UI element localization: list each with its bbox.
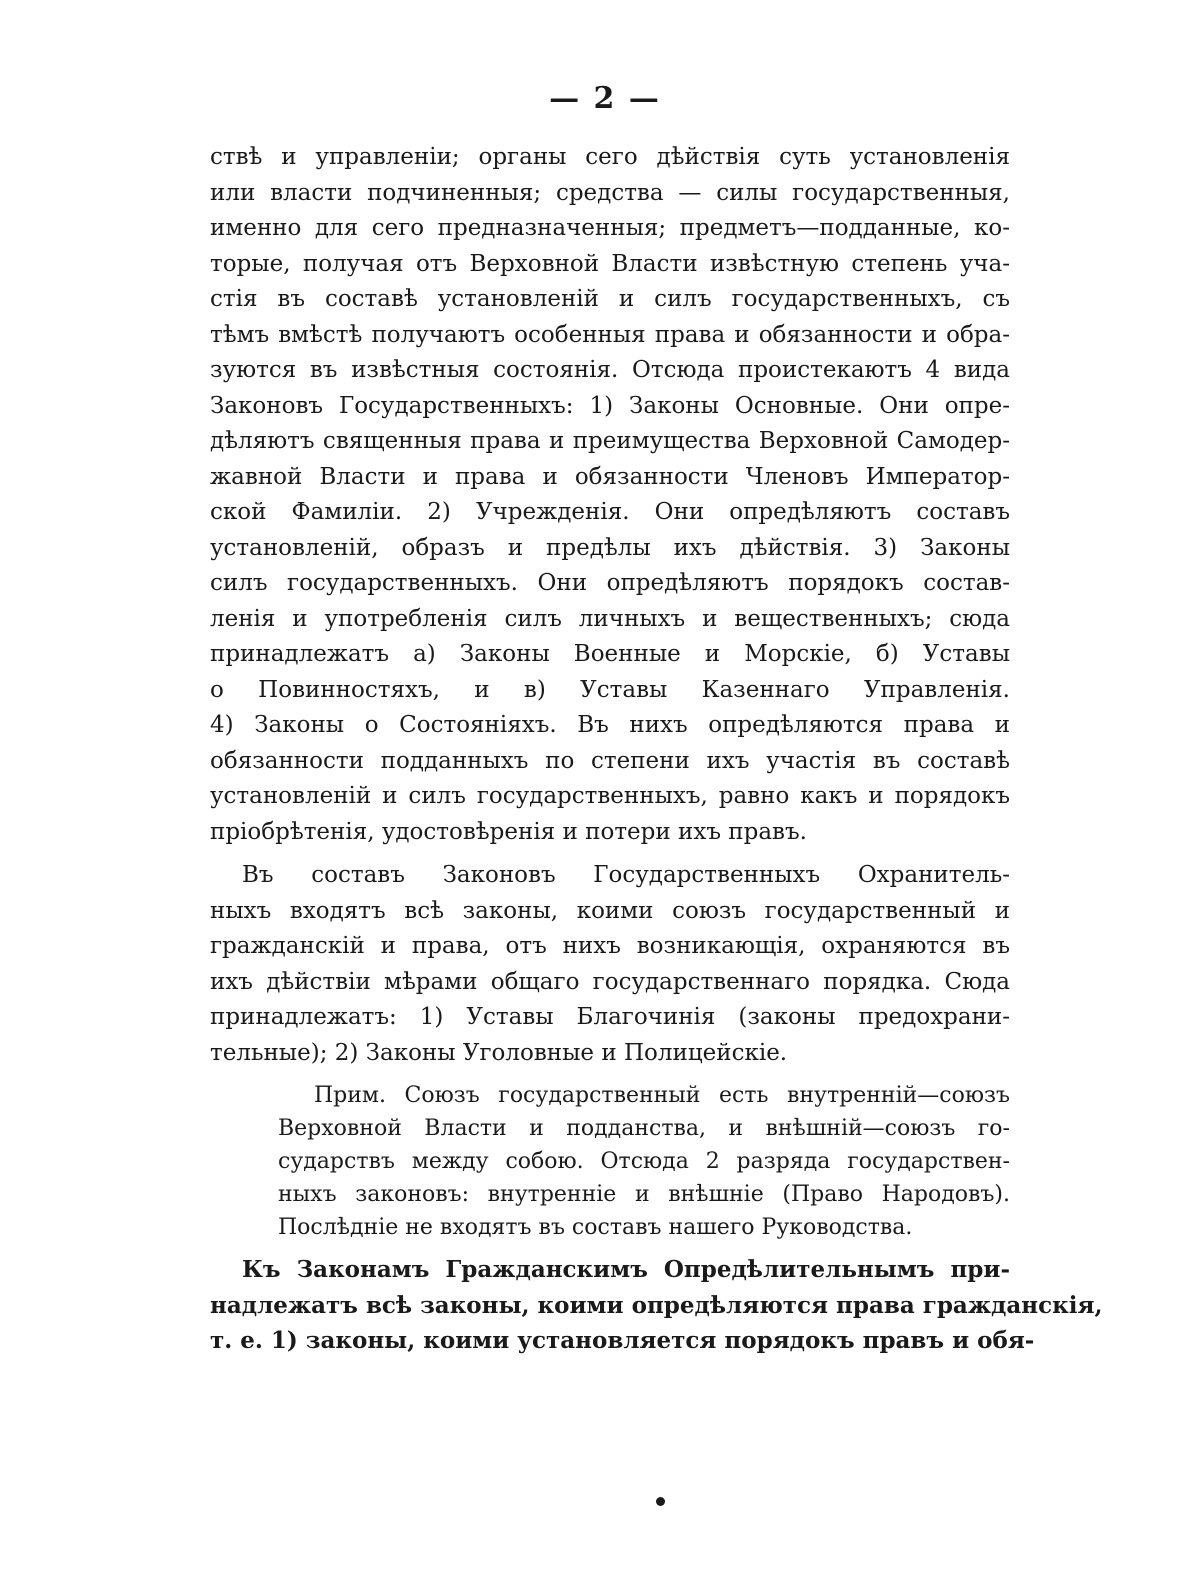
note-block	[278, 1079, 1010, 1244]
text-line: тельные); 2) Законы Уголовные и Полицейскіе.	[210, 1039, 788, 1066]
text-line: Верховной Власти и подданства, и внѣшній—союзъ го-	[278, 1116, 1010, 1141]
text-line: ленія и употребленія силъ личныхъ и вещественныхъ; сюда	[210, 605, 1010, 632]
paragraph-protective-laws	[210, 858, 1010, 1071]
text-line: зуются въ извѣстныя состоянія. Отсюда проистекаютъ 4 вида	[210, 357, 1010, 383]
text-line: о Повинностяхъ, и в) Уставы Казеннаго Управленія.	[210, 676, 1010, 703]
paragraph-state-laws	[210, 140, 1010, 850]
text-line: пріобрѣтенія, удостовѣренія и потери ихъ правъ.	[210, 818, 807, 845]
text-line: тѣмъ вмѣстѣ получаютъ особенныя права и обязанности и обра-	[210, 321, 1010, 348]
text-line: силъ государственныхъ. Они опредѣляютъ порядокъ состав-	[210, 570, 1010, 596]
text-line: сударствъ между собою. Отсюда 2 разряда государствен-	[278, 1149, 1010, 1174]
bullet-dot-mark	[656, 1497, 665, 1506]
text-line: ской Фамиліи. 2) Учрежденія. Они опредѣляютъ составъ	[210, 499, 1010, 525]
text-line: или власти подчиненныя; средства — силы государственныя,	[210, 179, 1010, 206]
text-line: обязанности подданныхъ по степени ихъ участія въ составѣ	[210, 747, 1010, 774]
text-line: Послѣдніе не входятъ въ составъ нашего Руководства.	[278, 1215, 913, 1240]
text-line: гражданскій и права, отъ нихъ возникающія, охраняются въ	[210, 933, 1010, 959]
text-line: ихъ дѣйствіи мѣрами общаго государственнаго порядка. Сюда	[210, 968, 1010, 995]
text-line: т. е. 1) законы, коими установляется порядокъ правъ и обя-	[210, 1327, 1035, 1354]
text-line: ныхъ законовъ: внутренніе и внѣшніе (Право Народовъ).	[278, 1182, 1010, 1207]
text-line: надлежатъ всѣ законы, коими опредѣляются права гражданскія,	[210, 1291, 1103, 1319]
text-line: установленій, образъ и предѣлы ихъ дѣйствія. 3) Законы	[210, 534, 1010, 561]
text-line: принадлежатъ а) Законы Военные и Морскіе, б) Уставы	[210, 641, 1010, 667]
text-line: дѣляютъ священныя права и преимущества Верховной Самодер-	[210, 428, 1010, 454]
text-line: жавной Власти и права и обязанности Членовъ Император-	[210, 463, 1010, 490]
text-line: стія въ составѣ установленій и силъ государственныхъ, съ	[210, 286, 1010, 312]
text-line: установленій и силъ государственныхъ, равно какъ и порядокъ	[210, 783, 1010, 809]
page-number: — 2 —	[549, 81, 661, 116]
text-line: Прим. Союзъ государственный есть внутренній—союзъ	[314, 1083, 1010, 1108]
page-body	[210, 78, 1103, 1359]
text-line: принадлежатъ: 1) Уставы Благочинія (законы предохрани-	[210, 1004, 1010, 1030]
text-line: Въ составъ Законовъ Государственныхъ Охранитель-	[242, 862, 1010, 888]
text-line: торые, получая отъ Верховной Власти извѣстную степень уча-	[210, 250, 1010, 277]
text-line: ствѣ и управленіи; органы сего дѣйствія суть установленія	[210, 144, 1010, 170]
paragraph-civil-laws	[210, 1252, 1103, 1359]
text-line: именно для сего предназначенныя; предметъ—подданные, ко-	[210, 215, 1010, 241]
text-line: Законовъ Государственныхъ: 1) Законы Основные. Они опре-	[210, 392, 1010, 419]
text-line: Къ Законамъ Гражданскимъ Опредѣлительнымъ при-	[242, 1256, 1010, 1283]
text-line: ныхъ входятъ всѣ законы, коими союзъ государственный и	[210, 897, 1010, 924]
text-line: 4) Законы о Состояніяхъ. Въ нихъ опредѣляются права и	[210, 712, 1010, 738]
